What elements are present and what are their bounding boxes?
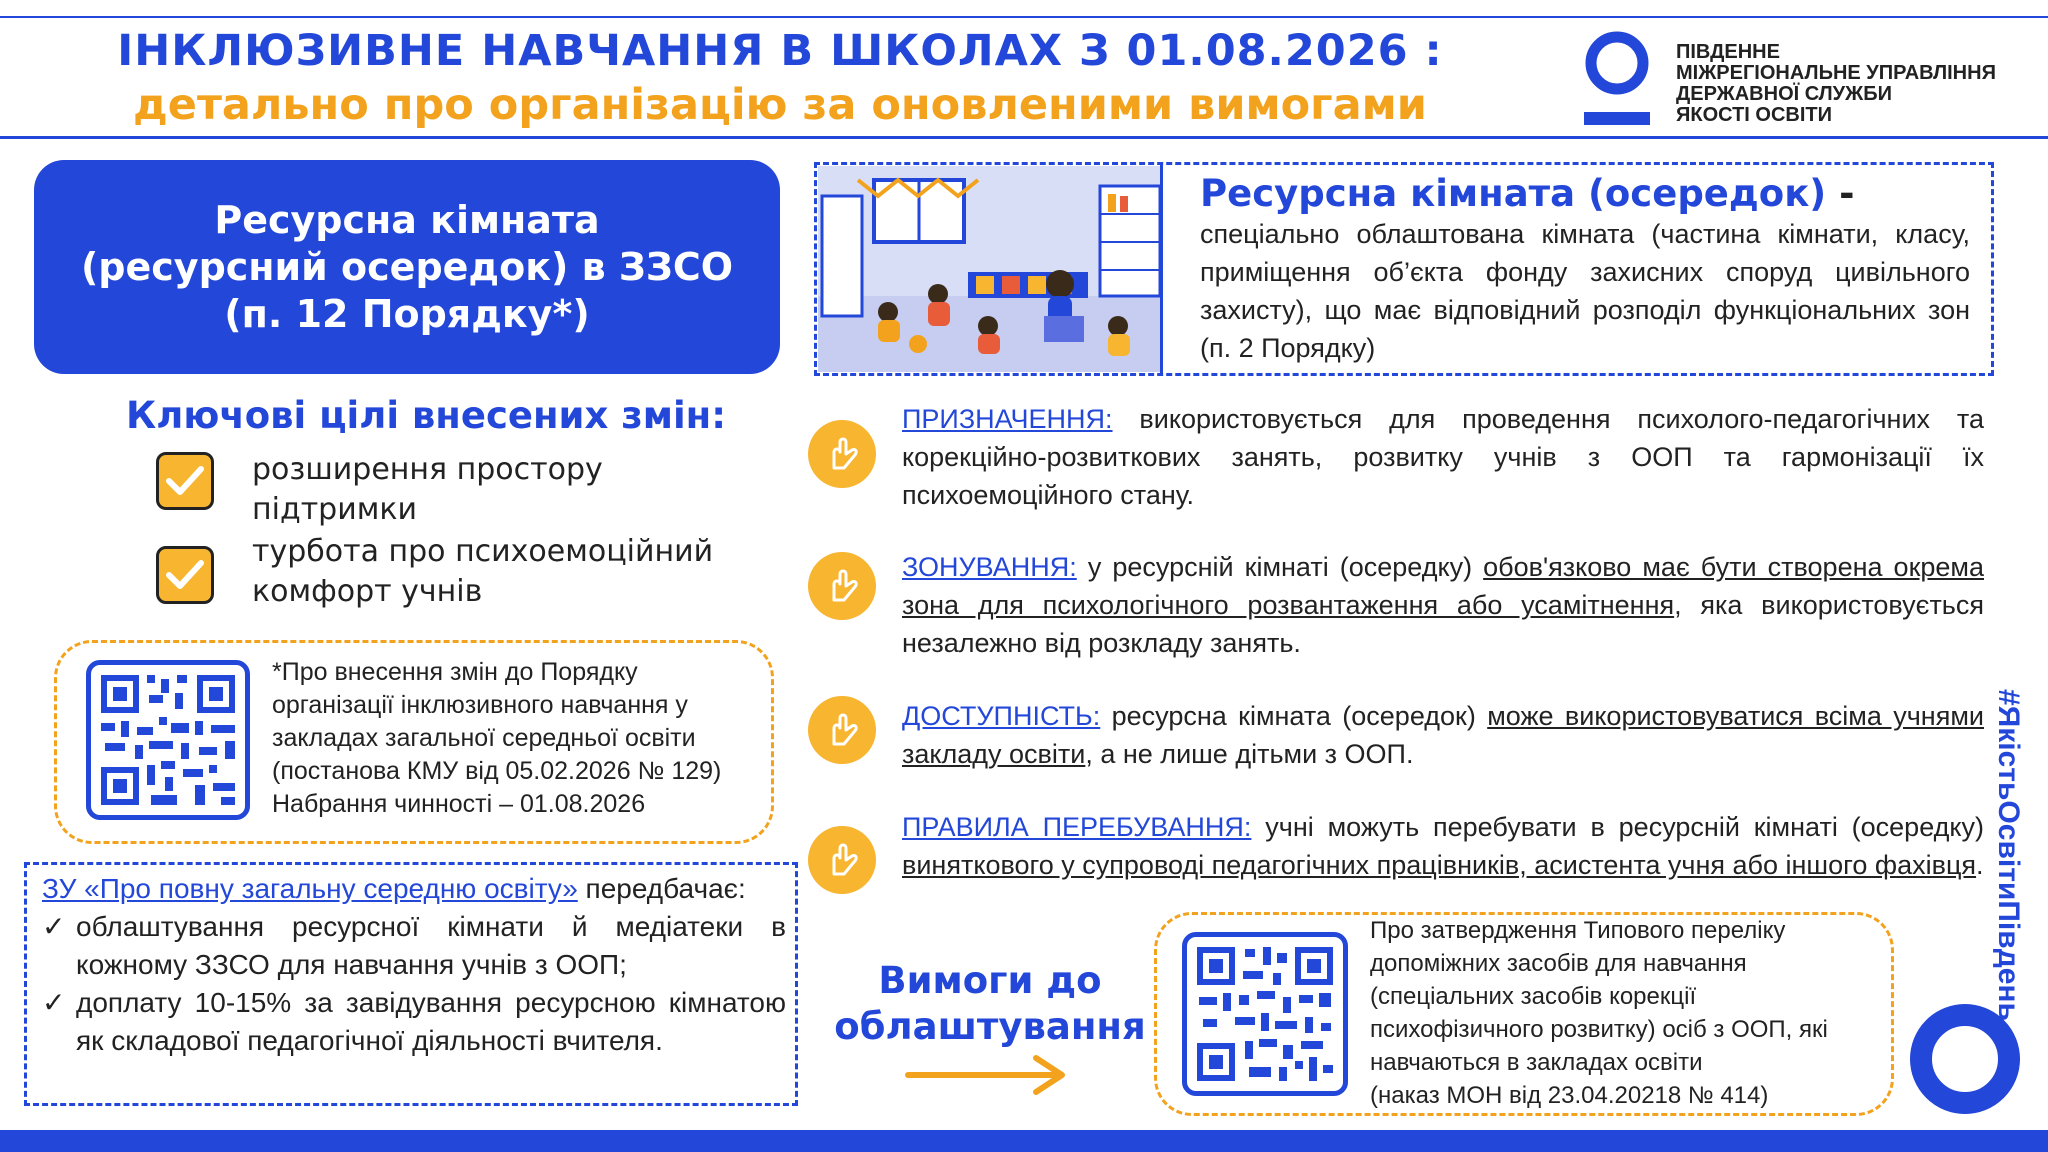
footer-bar [0,1130,2048,1152]
goals-heading: Ключові цілі внесених змін: [126,394,727,437]
point-rules: ПРАВИЛА ПЕРЕБУВАННЯ: учні можуть перебувати в ресурсній кімнаті (осередку) виняткового у супроводі педагогічних працівників, асистента учня або іншого фахівця. [902,812,1984,880]
order-note-text: Про затвердження Типового переліку допоміжних засобів для навчання (спеціальних засобів корекції психофізичного розвитку) осіб з ООП, які навчаються в закладах освіти (наказ МОН від 23.04.20218 № 414) [1370,917,1828,1109]
decree-note-text: *Про внесення змін до Порядку організації інклюзивного навчання у закладах загальної середньої освіти (постанова КМУ від 05.02.2026 № 129) Набрання чинності – 01.08.2026 [272,658,722,818]
org-name: ПІВДЕННЕ МІЖРЕГІОНАЛЬНЕ УПРАВЛІННЯ ДЕРЖАВНОЇ СЛУЖБИ ЯКОСТІ ОСВІТИ [1676,41,1996,126]
qr-code[interactable] [1182,932,1348,1096]
page-subtitle: детально про організацію за оновленими вимогами [133,80,1427,130]
qr-code[interactable] [86,660,250,820]
resource-room-banner: Ресурсна кімната (ресурсний осередок) в ЗЗСО (п. 12 Порядку*) [34,160,780,374]
point-zoning: ЗОНУВАННЯ: у ресурсній кімнаті (осередку) обов'язково має бути створена окрема зона для психологічного розвантаження або усамітнення, яка використовується незалежно від розкладу занять. [902,552,1984,658]
law-link[interactable]: ЗУ «Про повну загальну середню освіту» [42,873,578,904]
definition-title: Ресурсна кімната (осередок) [1200,172,1827,215]
goal-item: розширення простору підтримки [252,452,603,527]
hand-pointer-icon [808,826,876,894]
org-logo [1582,30,1652,128]
top-rule [0,16,2048,18]
law-item: ✓ облаштування ресурсної кімнати й медіатеки в кожному ЗЗСО для навчання учнів з ООП; [42,911,786,980]
point-access: ДОСТУПНІСТЬ: ресурсна кімната (осередок) може використовуватися всіма учнями закладу освіти, а не лише дітьми з ООП. [902,701,1984,769]
checkbox-icon [156,452,214,510]
definition-block: Ресурсна кімната (осередок) - спеціально облаштована кімната (частина кімнати, класу, приміщення об’єкта фонду захисних споруд цивільного захисту), що має відповідний розподіл функціональних зон (п. 2 Порядку) [1200,172,1970,367]
goal-item: турбота про психоемоційний комфорт учнів [252,534,714,609]
point-purpose: ПРИЗНАЧЕННЯ: використовується для проведення психолого-педагогічних та корекційно-розвиткових занять, розвитку учнів з ООП та гармонізації їх психоемоційного стану. [902,404,1984,510]
header-rule [0,136,2048,139]
definition-text: спеціально облаштована кімната (частина кімнати, класу, приміщення об’єкта фонду захисних споруд цивільного захисту), що має відповідний розподіл функціональних зон (п. 2 Порядку) [1200,219,1970,363]
checkbox-icon [156,546,214,604]
page-title: ІНКЛЮЗИВНЕ НАВЧАННЯ В ШКОЛАХ З 01.08.2026 : [117,26,1443,76]
law-item: ✓ доплату 10-15% за завідування ресурсною кімнатою як складової педагогічної діяльності вчителя. [42,987,786,1056]
illustration-frame [1160,162,1163,376]
hand-pointer-icon [808,696,876,764]
ring-logo [1906,1000,2024,1122]
classroom-illustration [818,166,1160,372]
arrow-right-icon [904,1052,1074,1102]
hashtag: #ЯкістьОсвітиПівдень [1992,689,2025,1021]
requirements-label: Вимоги до облаштування [834,959,1146,1048]
hand-pointer-icon [808,552,876,620]
hand-pointer-icon [808,420,876,488]
law-text: ЗУ «Про повну загальну середню освіту» передбачає: ✓ облаштування ресурсної кімнати й медіатеки в кожному ЗЗСО для навчання учнів з ООП; ✓ доплату 10-15% за завідування ресурсною кімнатою як складової педагогічної діяльності вчителя. [42,870,786,1060]
